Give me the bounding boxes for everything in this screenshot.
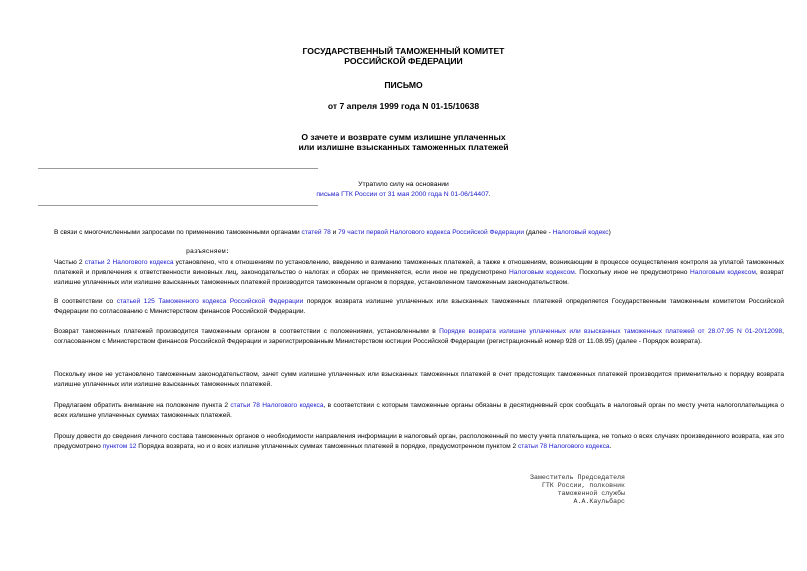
document-type: ПИСЬМО <box>384 80 423 90</box>
text: и <box>330 229 339 236</box>
text: В соответствии со <box>54 298 117 305</box>
text: , возврат излишне уплаченных или излишне взысканных таможенных платежей производится таможенным органом в порядке, установленном таможенным законодательством. <box>54 269 785 286</box>
text: Предлагаем обратить внимание на положение пункта 2 <box>54 402 231 409</box>
article-78-tax-code-link[interactable]: статьи 78 Налогового кодекса <box>230 402 324 409</box>
signature-block <box>450 474 625 506</box>
subject-line-2: или излишне взысканных таможенных платежей <box>298 142 509 152</box>
text: Частью 2 <box>54 259 85 266</box>
signer-position: Заместитель Председателя <box>530 474 625 481</box>
article-125-customs-code-link[interactable]: статьей 125 Таможенного кодекса Российской Федерации <box>116 298 304 305</box>
document-date-number: от 7 апреля 1999 года N 01-15/10638 <box>327 101 480 111</box>
tax-code-link[interactable]: Налоговый кодекс <box>552 229 609 236</box>
text: Прошу довести до сведения личного состава таможенных органов о необходимости направления информации в налоговый орган, расположенный по месту учета плательщика, не только о всех случаях произведенного возврата, как это предусмотрено <box>54 433 784 450</box>
repeal-letter-link[interactable]: письма ГТК России от 31 мая 2000 года N 01-06/14407 <box>316 191 489 198</box>
signer-position-2: ГТК России, полковник <box>541 482 625 489</box>
explains-label: разъясняем: <box>186 248 230 255</box>
authority-line-2: РОССИЙСКОЙ ФЕДЕРАЦИИ <box>344 56 463 66</box>
text: Порядка возврата, но и о всех излишне уплаченных суммах таможенных платежей в порядке, предусмотренном пунктом 2 <box>136 443 518 450</box>
paragraph-2 <box>38 297 784 317</box>
authority-line-1: ГОСУДАРСТВЕННЫЙ ТАМОЖЕННЫЙ КОМИТЕТ <box>302 46 505 56</box>
signer-position-3: таможенной службы <box>557 490 625 497</box>
text: , согласованном с Министерством финансов Российской Федерации и зарегистрированным Министерством юстиции Российской Федерации (регистрационный номер 928 от 11.08.95) (далее - Порядок возврата). <box>54 328 784 345</box>
tax-code-link[interactable]: Налоговым кодексом <box>690 269 756 276</box>
paragraph-6 <box>38 432 784 452</box>
text: . <box>609 443 612 450</box>
text: , в соответствии с которым таможенные органы обязаны в десятидневный срок сообщать в налоговый орган по месту учета налогоплательщика о всех излишне уплаченных суммах таможенных платежей. <box>54 402 784 419</box>
text: порядок возврата излишне уплаченных или взысканных таможенных платежей определяется Государственным таможенным комитетом Российской Федерации по согласованию с Министерством финансов Российской Федерации. <box>54 298 784 315</box>
paragraph-intro <box>38 228 784 238</box>
text: ) <box>608 229 611 236</box>
signer-name: А.А.Каульбарс <box>573 498 625 505</box>
article-2-tax-code-link[interactable]: статьи 2 Налогового кодекса <box>84 259 174 266</box>
paragraph-5 <box>38 401 784 421</box>
divider-bottom <box>38 205 318 206</box>
article-78-tax-code-link[interactable]: статьи 78 Налогового кодекса <box>517 443 610 450</box>
paragraph-4: Поскольку иное не установлено таможенным законодательством, зачет сумм излишне уплаченных или взысканных таможенных платежей в счет предстоящих таможенных платежей производится применительно к порядку возврата излишне уплаченных или излишне взысканных таможенных платежей. <box>54 371 784 388</box>
status-notice <box>0 180 807 200</box>
issuing-authority <box>0 46 807 66</box>
article-79-tax-code-link[interactable]: 79 части первой Налогового кодекса Российской Федерации <box>338 229 525 236</box>
text: установлено, что к отношениям по установлению, введению и взиманию таможенных платежей, а также к отношениям, возникающим в процессе осуществления контроля за уплатой таможенных платежей и привлечения к ответственности виновных лиц, законодательство о налогах и сборах не применяется, если иное не предусмотрено <box>54 259 784 276</box>
notice-tail: . <box>488 191 491 198</box>
paragraph-3 <box>38 327 784 347</box>
text: . Поскольку иное не предусмотрено <box>574 269 691 276</box>
subject-line-1: О зачете и возврате сумм излишне уплаченных <box>301 132 506 142</box>
article-78-link[interactable]: статей 78 <box>301 229 331 236</box>
clause-12-link[interactable]: пунктом 12 <box>102 443 137 450</box>
document-subject <box>0 132 807 152</box>
text: Возврат таможенных платежей производится таможенным органом в соответствии с положениями, установленными в <box>54 328 440 335</box>
notice-link-line <box>0 190 807 200</box>
refund-procedure-link[interactable]: Порядке возврата излишне уплаченных или взысканных таможенных платежей от 28.07.95 N 01-20/12098 <box>439 328 783 335</box>
text: (далее - <box>524 229 553 236</box>
paragraph-1 <box>38 258 784 288</box>
text: В связи с многочисленными запросами по применению таможенными органами <box>54 229 302 236</box>
tax-code-link[interactable]: Налоговым кодексом <box>509 269 575 276</box>
notice-text: Утратило силу на основании <box>358 181 449 188</box>
divider-top <box>38 168 318 169</box>
